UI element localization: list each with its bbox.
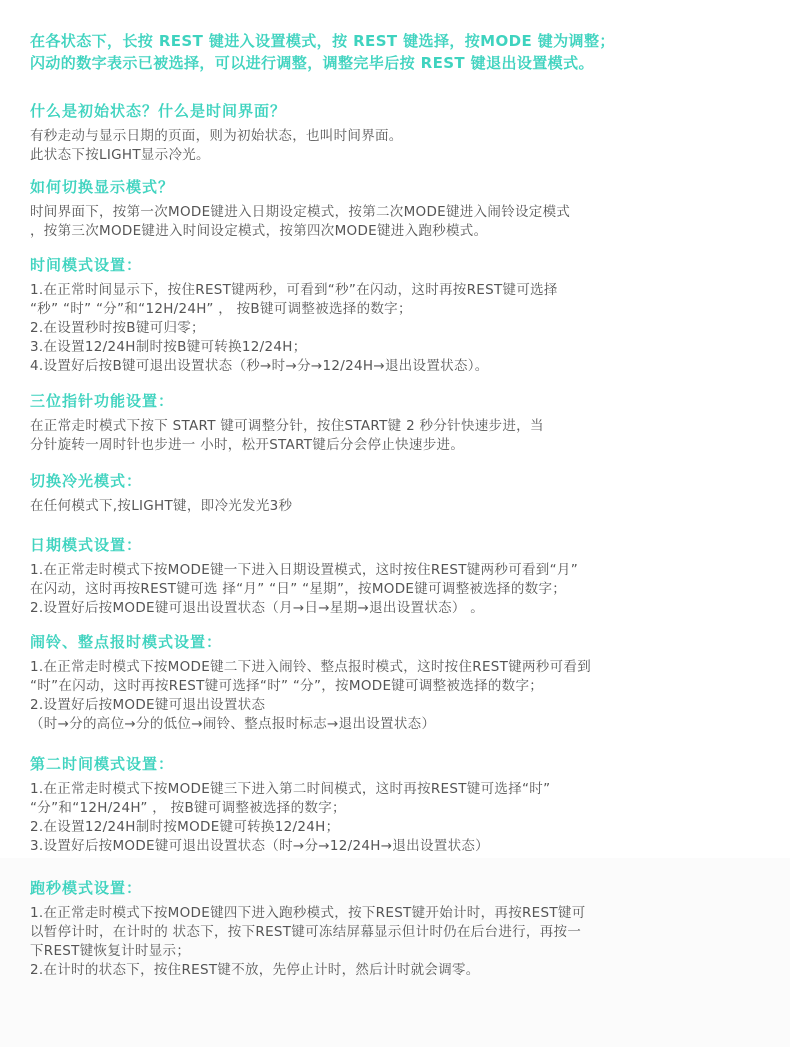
- section-stopwatch: [30, 877, 785, 980]
- section-three-hands: [30, 390, 785, 455]
- section-line: 在任何模式下,按LIGHT键，即冷光发光3秒: [30, 498, 293, 514]
- section-title: 如何切换显示模式？: [30, 178, 175, 196]
- section-second-time: [30, 753, 785, 856]
- section-line: 1.在正常走时模式下按MODE键四下进入跑秒模式，按下REST键开始计时，再按REST键可: [30, 905, 586, 921]
- section-title: 闹铃、整点报时模式设置：: [30, 633, 223, 651]
- section-line: 2.在计时的状态下，按住REST键不放，先停止计时，然后计时就会调零。: [30, 962, 480, 978]
- section-line: 有秒走动与显示日期的页面，则为初始状态，也叫时间界面。: [30, 128, 403, 144]
- section-title: 什么是初始状态？什么是时间界面？: [30, 102, 287, 120]
- section-line: 1.在正常走时模式下按MODE键一下进入日期设置模式，这时按住REST键两秒可看到“月”: [30, 562, 578, 578]
- intro-block: [30, 30, 780, 74]
- section-line: 3.在设置12/24H制时按B键可转换12/24H；: [30, 339, 307, 355]
- section-line: 以暂停计时，在计时的 状态下，按下REST键可冻结屏幕显示但计时仍在后台进行，再按一: [30, 924, 582, 940]
- section-line: 1.在正常时间显示下，按住REST键两秒，可看到“秒”在闪动，这时再按REST键可选择: [30, 282, 558, 298]
- section-switch-mode: [30, 176, 785, 241]
- section-line: 在闪动，这时再按REST键可选 择“月” “日” “星期”，按MODE键可调整被选择的数字；: [30, 581, 567, 597]
- section-date-mode: [30, 534, 785, 618]
- section-line: 1.在正常走时模式下按MODE键三下进入第二时间模式，这时再按REST键可选择“时”: [30, 781, 551, 797]
- section-time-mode: [30, 254, 785, 376]
- section-line: 3.设置好后按MODE键可退出设置状态（时→分→12/24H→退出设置状态）: [30, 838, 489, 854]
- section-backlight: [30, 470, 785, 516]
- section-title: 日期模式设置：: [30, 536, 143, 554]
- section-line: 时间界面下，按第一次MODE键进入日期设定模式，按第二次MODE键进入闹铃设定模式: [30, 204, 571, 220]
- section-line: 在正常走时模式下按下 START 键可调整分针，按住START键 2 秒分针快速步进，当: [30, 418, 544, 434]
- section-title: 第二时间模式设置：: [30, 755, 175, 773]
- section-line: “时”在闪动，这时再按REST键可选择“时” “分”，按MODE键可调整被选择的数字；: [30, 678, 544, 694]
- section-title: 切换冷光模式：: [30, 472, 143, 490]
- intro-line-1: 在各状态下，长按 REST 键进入设置模式，按 REST 键选择，按MODE 键为调整；: [30, 32, 615, 50]
- section-line: 2.在设置秒时按B键可归零；: [30, 320, 205, 336]
- section-initial-state: [30, 100, 785, 165]
- section-line: 分针旋转一周时针也步进一 小时，松开START键后分会停止快速步进。: [30, 437, 465, 453]
- section-line: 2.设置好后按MODE键可退出设置状态: [30, 697, 266, 713]
- section-line: 1.在正常走时模式下按MODE键二下进入闹铃、整点报时模式，这时按住REST键两秒可看到: [30, 659, 592, 675]
- section-line: ，按第三次MODE键进入时间设定模式，按第四次MODE键进入跑秒模式。: [30, 223, 488, 239]
- section-line: 下REST键恢复计时显示；: [30, 943, 191, 959]
- section-title: 时间模式设置：: [30, 256, 143, 274]
- section-line: “秒” “时” “分”和“12H/24H” ， 按B键可调整被选择的数字；: [30, 301, 412, 317]
- section-alarm-mode: [30, 631, 785, 734]
- section-title: 三位指针功能设置：: [30, 392, 175, 410]
- section-line: 2.在设置12/24H制时按MODE键可转换12/24H；: [30, 819, 340, 835]
- section-title: 跑秒模式设置：: [30, 879, 143, 897]
- section-line: 2.设置好后按MODE键可退出设置状态（月→日→星期→退出设置状态） 。: [30, 600, 485, 616]
- section-line: 此状态下按LIGHT显示冷光。: [30, 147, 210, 163]
- section-line: 4.设置好后按B键可退出设置状态（秒→时→分→12/24H→退出设置状态）。: [30, 358, 489, 374]
- section-line: “分”和“12H/24H” ， 按B键可调整被选择的数字；: [30, 800, 346, 816]
- intro-line-2: 闪动的数字表示已被选择，可以进行调整，调整完毕后按 REST 键退出设置模式。: [30, 54, 594, 72]
- section-line: （时→分的高位→分的低位→闹铃、整点报时标志→退出设置状态）: [30, 716, 436, 732]
